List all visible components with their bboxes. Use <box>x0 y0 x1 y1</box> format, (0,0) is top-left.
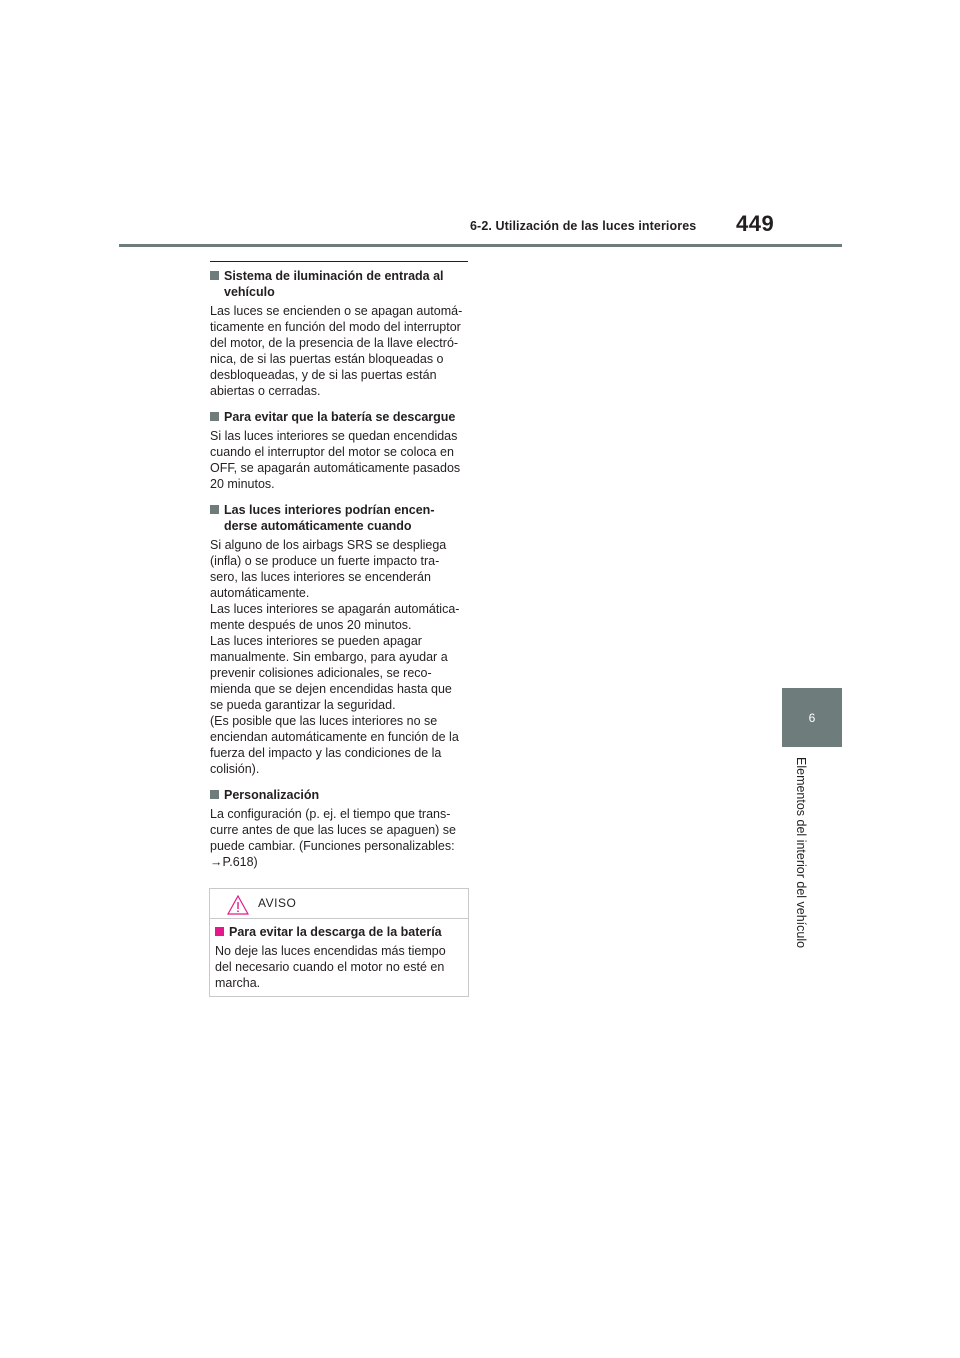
warning-box <box>209 888 469 997</box>
page-header-title: 6-2. Utilización de las luces interiores <box>470 219 697 233</box>
section-entry-lighting <box>210 268 468 399</box>
warning-heading-text: Para evitar la descarga de la batería <box>229 925 442 939</box>
section-body: La configuración (p. ej. el tiempo que trans- curre antes de que las luces se apaguen) se puede cambiar. (Funciones personalizables: →P.618) <box>210 807 456 869</box>
square-bullet-icon <box>210 505 219 514</box>
section-battery-discharge <box>210 409 468 492</box>
section-heading <box>210 409 468 425</box>
header-rule <box>119 244 842 247</box>
warning-label: AVISO <box>258 896 297 910</box>
section-body: Si las luces interiores se quedan encendidas cuando el interruptor del motor se coloca en OFF, se apagarán automáticamente pasados 20 minutos. <box>210 429 461 491</box>
section-body: Si alguno de los airbags SRS se despliega (infla) o se produce un fuerte impacto tra- sero, las luces interiores se encenderán automáticamente. Las luces interiores se apagarán automática- mente después de unos 20 minutos. Las luces interiores se pueden apagar manualmente. Sin embargo, para ayudar a prevenir colisiones adicionales, se reco- mienda que se dejen encendidas hasta que se pueda garantizar la seguridad. (Es posible que las luces interiores no se enciendan automáticamente en función de la fuerza del impacto y las condiciones de la colisión). <box>210 538 460 776</box>
section-body: Las luces se encienden o se apagan automá- ticamente en función del modo del interruptor del motor, de la presencia de la llave electró- nica, de si las puertas están bloqueadas o desbloqueadas, y de si las puertas están abiertas o cerradas. <box>210 304 463 398</box>
square-bullet-icon <box>210 412 219 421</box>
warning-triangle-icon <box>227 895 249 915</box>
chapter-side-title: Elementos del interior del vehículo <box>794 757 808 949</box>
warning-heading <box>215 924 463 940</box>
section-heading-text: Para evitar que la batería se descargue <box>224 410 456 424</box>
section-automatic-on <box>210 502 468 777</box>
section-heading <box>210 502 468 534</box>
chapter-tab: 6 <box>782 688 842 747</box>
content-column <box>210 261 468 880</box>
square-bullet-icon <box>210 790 219 799</box>
square-bullet-icon <box>210 271 219 280</box>
warning-header <box>210 889 468 919</box>
section-customization <box>210 787 468 870</box>
section-heading-text: Las luces interiores podrían encen- derse automáticamente cuando <box>224 503 435 533</box>
warning-text: No deje las luces encendidas más tiempo del necesario cuando el motor no esté en marcha. <box>215 944 446 990</box>
section-heading <box>210 268 468 300</box>
square-bullet-icon <box>215 927 224 936</box>
warning-body <box>210 919 468 991</box>
column-top-rule <box>210 261 468 262</box>
section-heading-text: Personalización <box>224 788 320 802</box>
section-heading-text: Sistema de iluminación de entrada al vehículo <box>224 269 444 299</box>
section-heading <box>210 787 468 803</box>
page-number: 449 <box>736 211 775 236</box>
